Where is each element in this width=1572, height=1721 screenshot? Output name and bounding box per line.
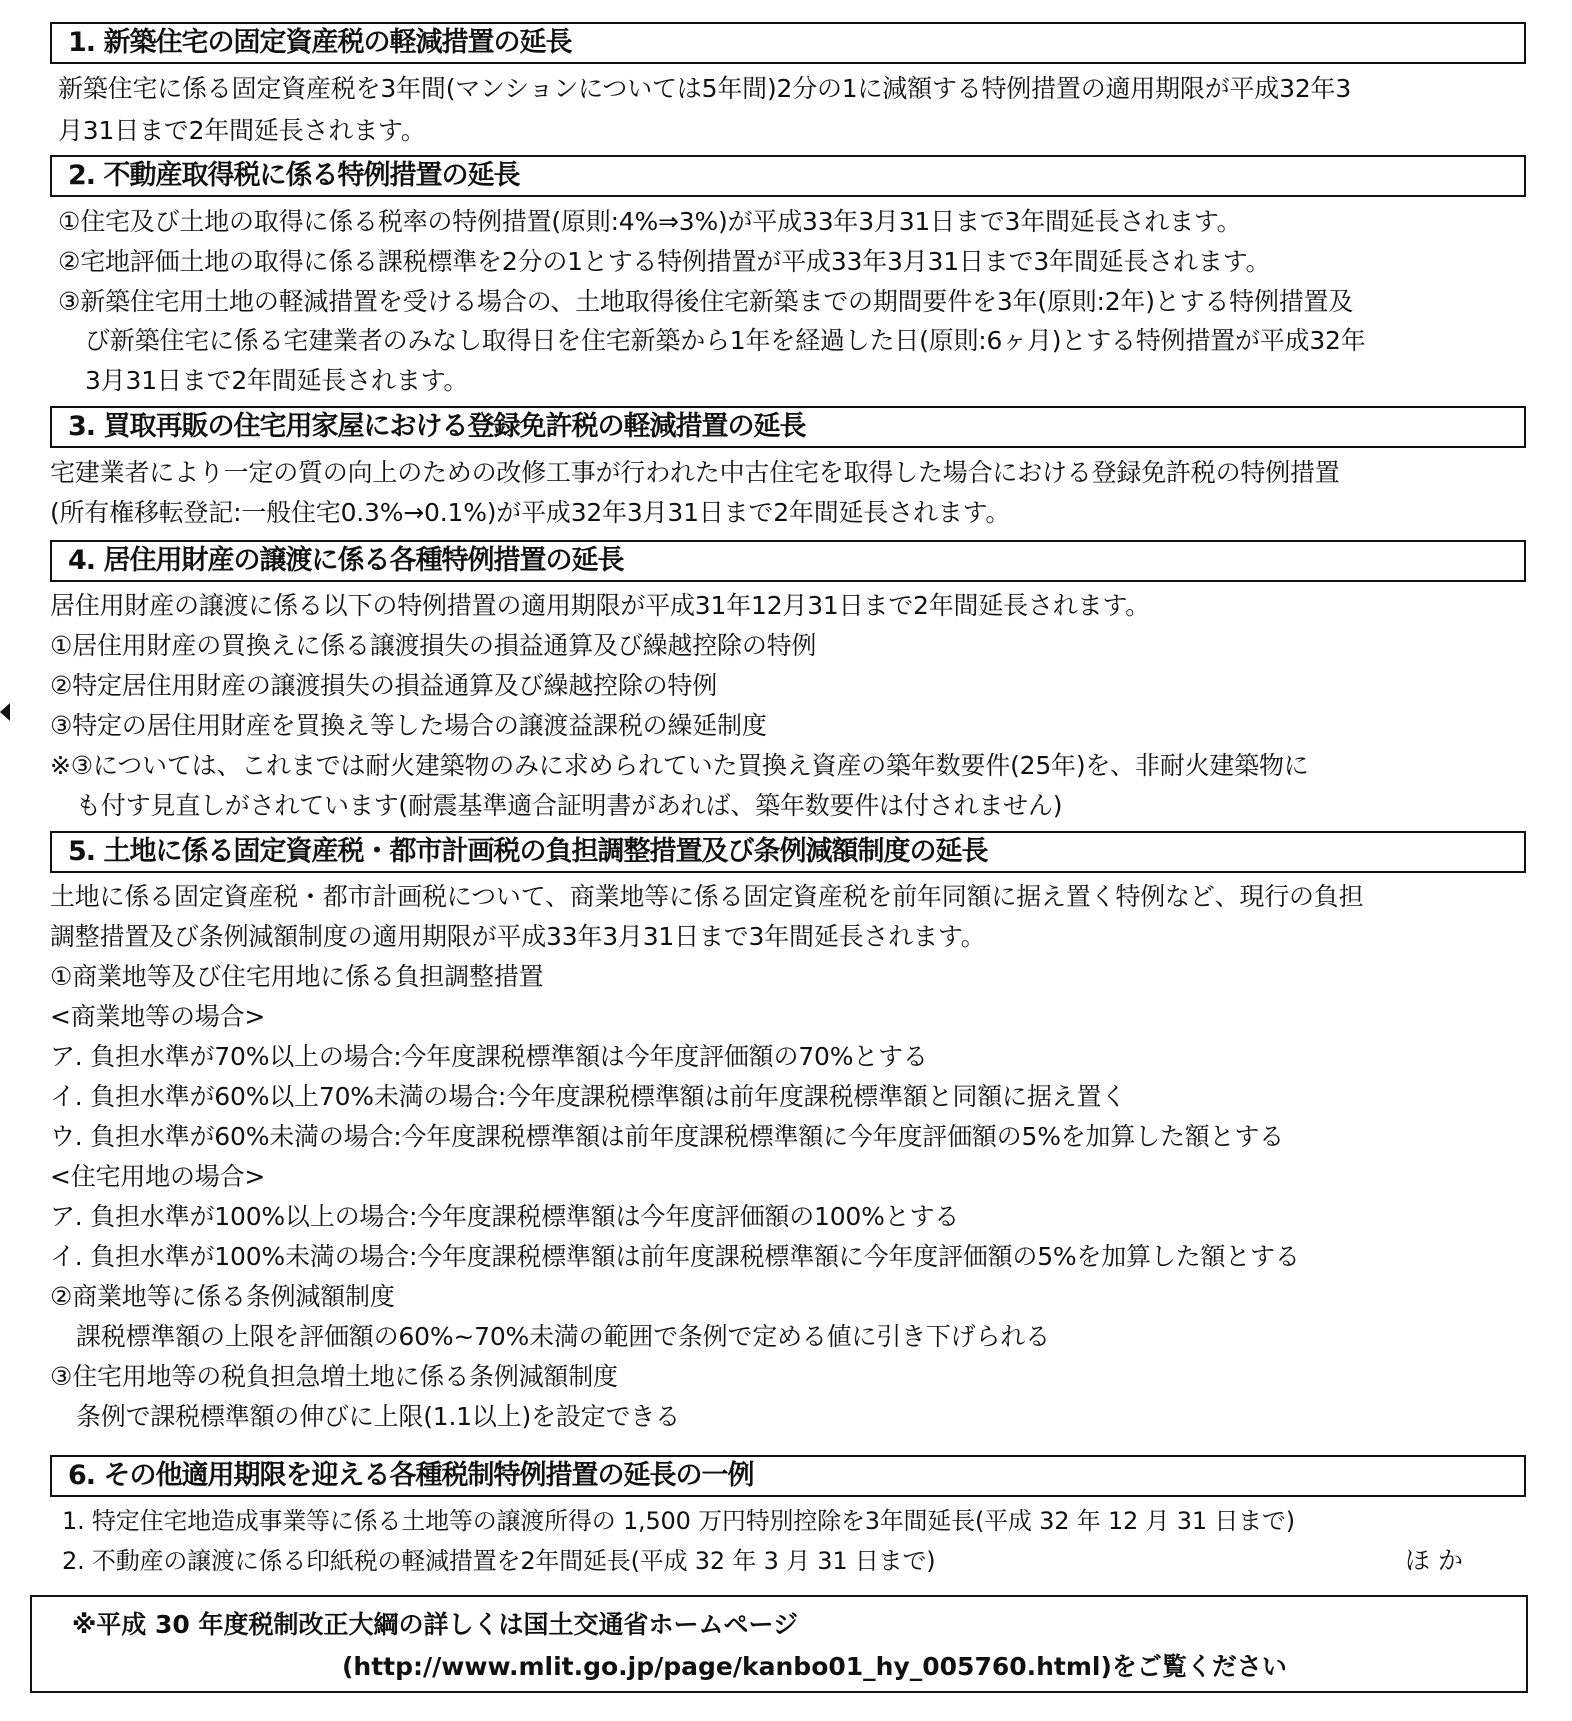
section-5-line: ア. 負担水準が100%以上の場合:今年度課税標準額は今年度評価額の100%とする: [50, 1202, 960, 1231]
section-2-heading: 2. 不動産取得税に係る特例措置の延長: [50, 155, 1526, 197]
section-5-line: <住宅用地の場合>: [50, 1162, 266, 1191]
section-5-line: 条例で課税標準額の伸びに上限(1.1以上)を設定できる: [76, 1402, 680, 1431]
section-5-line: イ. 負担水準が60%以上70%未満の場合:今年度課税標準額は前年度課税標準額と同額に据え置く: [50, 1082, 1127, 1111]
margin-triangle-icon: [0, 703, 10, 721]
section-4-line: ①居住用財産の買換えに係る譲渡損失の損益通算及び繰越控除の特例: [50, 631, 817, 660]
section-1-line: 月31日まで2年間延長されます。: [58, 116, 426, 145]
section-6-line: 2. 不動産の譲渡に係る印紙税の軽減措置を2年間延長(平成 32 年 3 月 31 日まで): [62, 1547, 936, 1575]
section-4-heading: 4. 居住用財産の譲渡に係る各種特例措置の延長: [50, 540, 1526, 582]
section-6-heading: 6. その他適用期限を迎える各種税制特例措置の延長の一例: [50, 1455, 1526, 1497]
section-5-line: ②商業地等に係る条例減額制度: [50, 1282, 395, 1311]
section-1-heading: 1. 新築住宅の固定資産税の軽減措置の延長: [50, 22, 1526, 64]
notice-line-1: ※平成 30 年度税制改正大綱の詳しくは国土交通省ホームページ: [72, 1610, 799, 1639]
section-3-line: (所有権移転登記:一般住宅0.3%→0.1%)が平成32年3月31日まで2年間延長されます。: [50, 498, 1011, 527]
section-3-line: 宅建業者により一定の質の向上のための改修工事が行われた中古住宅を取得した場合における登録免許税の特例措置: [50, 458, 1340, 487]
section-5-line: 課税標準額の上限を評価額の60%~70%未満の範囲で条例で定める値に引き下げられる: [76, 1322, 1050, 1351]
section-2-line: ②宅地評価土地の取得に係る課税標準を2分の1とする特例措置が平成33年3月31日まで3年間延長されます。: [58, 247, 1271, 276]
notice-box: [30, 1595, 1528, 1693]
section-5-line: ③住宅用地等の税負担急増土地に係る条例減額制度: [50, 1362, 618, 1391]
section-4-line: ※③については、これまでは耐火建築物のみに求められていた買換え資産の築年数要件(25年)を、非耐火建築物に: [50, 751, 1309, 780]
section-5-line: 調整措置及び条例減額制度の適用期限が平成33年3月31日まで3年間延長されます。: [50, 922, 986, 951]
section-2-line: び新築住宅に係る宅建業者のみなし取得日を住宅新築から1年を経過した日(原則:6ヶ月)とする特例措置が平成32年: [85, 326, 1366, 355]
section-5-line: 土地に係る固定資産税・都市計画税について、商業地等に係る固定資産税を前年同額に据え置く特例など、現行の負担: [50, 882, 1364, 911]
section-4-line: も付す見直しがされています(耐震基準適合証明書があれば、築年数要件は付されません): [76, 791, 1063, 820]
section-4-line: ③特定の居住用財産を買換え等した場合の譲渡益課税の繰延制度: [50, 711, 767, 740]
section-1-line: 新築住宅に係る固定資産税を3年間(マンションについては5年間)2分の1に減額する特例措置の適用期限が平成32年3: [58, 74, 1352, 103]
section-5-line: イ. 負担水準が100%未満の場合:今年度課税標準額は前年度課税標準額に今年度評価額の5%を加算した額とする: [50, 1242, 1300, 1271]
section-4-line: ②特定居住用財産の譲渡損失の損益通算及び繰越控除の特例: [50, 671, 718, 700]
section-4-line: 居住用財産の譲渡に係る以下の特例措置の適用期限が平成31年12月31日まで2年間延長されます。: [50, 591, 1150, 620]
section-3-heading: 3. 買取再販の住宅用家屋における登録免許税の軽減措置の延長: [50, 406, 1526, 448]
section-5-line: ウ. 負担水準が60%未満の場合:今年度課税標準額は前年度課税標準額に今年度評価額の5%を加算した額とする: [50, 1122, 1284, 1151]
section-2-line: ①住宅及び土地の取得に係る税率の特例措置(原則:4%⇒3%)が平成33年3月31日まで3年間延長されます。: [58, 207, 1242, 236]
section-5-heading: 5. 土地に係る固定資産税・都市計画税の負担調整措置及び条例減額制度の延長: [50, 831, 1526, 873]
section-6-trailing-text: ほか: [1405, 1546, 1472, 1575]
section-2-line: ③新築住宅用土地の軽減措置を受ける場合の、土地取得後住宅新築までの期間要件を3年(原則:2年)とする特例措置及: [58, 287, 1354, 316]
section-2-line: 3月31日まで2年間延長されます。: [85, 366, 469, 395]
section-5-line: ア. 負担水準が70%以上の場合:今年度課税標準額は今年度評価額の70%とする: [50, 1042, 928, 1071]
section-5-line: <商業地等の場合>: [50, 1002, 266, 1031]
section-5-line: ①商業地等及び住宅用地に係る負担調整措置: [50, 962, 544, 991]
section-6-line: 1. 特定住宅地造成事業等に係る土地等の譲渡所得の 1,500 万円特別控除を3年間延長(平成 32 年 12 月 31 日まで): [62, 1507, 1295, 1535]
notice-url-line: (http://www.mlit.go.jp/page/kanbo01_hy_005760.html)をご覧ください: [342, 1652, 1287, 1681]
